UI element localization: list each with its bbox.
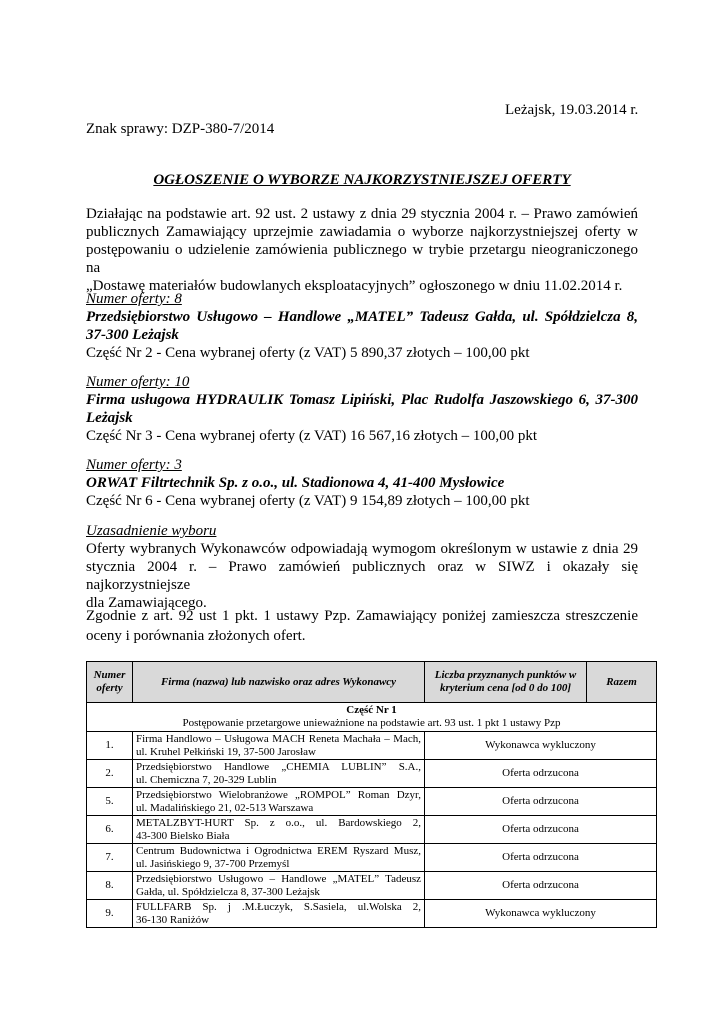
place-date: Leżajsk, 19.03.2014 r. bbox=[505, 102, 639, 118]
row-firm-line: Przedsiębiorstwo Wielobranżowe „ROMPOL” Roman Dzyr, bbox=[136, 788, 421, 801]
justification-line: Oferty wybranych Wykonawców odpowiadają wymogom określonym w ustawie z dnia 29 bbox=[86, 541, 638, 557]
header-points: Liczba przyznanych punktów w kryterium cena [od 0 do 100] bbox=[425, 662, 587, 703]
row-firm-line: 43-300 Bielsko Biała bbox=[136, 829, 230, 842]
table-row bbox=[87, 732, 657, 760]
row-number: 6. bbox=[87, 816, 133, 844]
table-row bbox=[87, 788, 657, 816]
table-row bbox=[87, 900, 657, 928]
offer-company-address: 37-300 Leżajsk bbox=[86, 327, 179, 343]
table-row bbox=[87, 844, 657, 872]
offer-company: Firma usługowa HYDRAULIK Tomasz Lipiński, Plac Rudolfa Jaszowskiego 6, 37-300 bbox=[86, 392, 638, 408]
offer-number: Numer oferty: 3 bbox=[86, 457, 182, 473]
summary-paragraph bbox=[86, 606, 638, 646]
header-total: Razem bbox=[587, 662, 657, 703]
summary-line: Zgodnie z art. 92 ust 1 pkt. 1 ustawy Pzp. Zamawiający poniżej zamieszcza streszczenie bbox=[86, 608, 638, 624]
section-title: Część Nr 1 bbox=[346, 704, 397, 716]
row-firm bbox=[133, 844, 425, 872]
row-number: 7. bbox=[87, 844, 133, 872]
intro-line: Działając na podstawie art. 92 ust. 2 ustawy z dnia 29 stycznia 2004 r. – Prawo zamówień bbox=[86, 206, 638, 222]
offer-block bbox=[86, 373, 638, 445]
row-firm bbox=[133, 900, 425, 928]
row-firm-line: Przedsiębiorstwo Usługowo – Handlowe „MATEL” Tadeusz bbox=[136, 872, 421, 885]
offer-number: Numer oferty: 8 bbox=[86, 291, 182, 307]
table-row bbox=[87, 760, 657, 788]
row-firm bbox=[133, 788, 425, 816]
offer-block bbox=[86, 456, 638, 510]
justification-heading: Uzasadnienie wyboru bbox=[86, 523, 217, 539]
row-firm-line: FULLFARB Sp. j .M.Łuczyk, S.Sasiela, ul.Wolska 2, bbox=[136, 900, 421, 913]
table-row bbox=[87, 816, 657, 844]
intro-line: „Dostawę materiałów budowlanych eksploatacyjnych” ogłoszonego w dniu 11.02.2014 r. bbox=[86, 278, 623, 294]
header-firm: Firma (nazwa) lub nazwisko oraz adres Wykonawcy bbox=[133, 662, 425, 703]
justification-block bbox=[86, 522, 638, 612]
row-firm bbox=[133, 760, 425, 788]
results-table bbox=[86, 661, 657, 928]
section-row bbox=[87, 703, 657, 732]
row-status: Oferta odrzucona bbox=[425, 872, 657, 900]
row-firm-line: Gałda, ul. Spółdzielcza 8, 37-300 Leżajsk bbox=[136, 885, 320, 898]
section-note: Postępowanie przetargowe unieważnione na podstawie art. 93 ust. 1 pkt 1 ustawy Pzp bbox=[182, 717, 561, 729]
offer-company: ORWAT Filtrtechnik Sp. z o.o., ul. Stadionowa 4, 41-400 Mysłowice bbox=[86, 475, 505, 491]
row-status: Oferta odrzucona bbox=[425, 760, 657, 788]
summary-line: oceny i porównania złożonych ofert. bbox=[86, 628, 306, 644]
offer-company: Przedsiębiorstwo Usługowo – Handlowe „MATEL” Tadeusz Gałda, ul. Spółdzielcza 8, bbox=[86, 309, 638, 325]
offer-part-info: Część Nr 2 - Cena wybranej oferty (z VAT) 5 890,37 złotych – 100,00 pkt bbox=[86, 345, 530, 361]
intro-line: publicznych Zamawiający uprzejmie zawiadamia o wyborze najkorzystniejszej oferty w bbox=[86, 224, 638, 240]
row-firm-line: ul. Kruhel Pełkiński 19, 37-500 Jarosław bbox=[136, 745, 316, 758]
offer-number: Numer oferty: 10 bbox=[86, 374, 190, 390]
justification-line: dla Zamawiającego. bbox=[86, 595, 207, 611]
intro-line: postępowaniu o udzielenie zamówienia publicznego w trybie przetargu nieograniczonego na bbox=[86, 242, 638, 276]
row-firm-line: ul. Madalińskiego 21, 02-513 Warszawa bbox=[136, 801, 314, 814]
row-firm bbox=[133, 732, 425, 760]
row-firm-line: ul. Jasińskiego 9, 37-700 Przemyśl bbox=[136, 857, 290, 870]
row-status: Oferta odrzucona bbox=[425, 844, 657, 872]
row-number: 1. bbox=[87, 732, 133, 760]
row-firm-line: Centrum Budownictwa i Ogrodnictwa EREM Ryszard Musz, bbox=[136, 844, 421, 857]
document-title: OGŁOSZENIE O WYBORZE NAJKORZYSTNIEJSZEJ OFERTY bbox=[153, 172, 571, 188]
case-number: Znak sprawy: DZP-380-7/2014 bbox=[86, 121, 275, 137]
offer-part-info: Część Nr 6 - Cena wybranej oferty (z VAT) 9 154,89 złotych – 100,00 pkt bbox=[86, 493, 530, 509]
row-status: Oferta odrzucona bbox=[425, 788, 657, 816]
row-number: 5. bbox=[87, 788, 133, 816]
row-number: 8. bbox=[87, 872, 133, 900]
row-firm-line: Przedsiębiorstwo Handlowe „CHEMIA LUBLIN” S.A., bbox=[136, 760, 421, 773]
intro-paragraph bbox=[86, 205, 638, 295]
row-status: Oferta odrzucona bbox=[425, 816, 657, 844]
justification-line: stycznia 2004 r. – Prawo zamówień publicznych oraz w SIWZ i okazały się najkorzystniejsze bbox=[86, 559, 638, 593]
row-number: 9. bbox=[87, 900, 133, 928]
row-firm-line: 36-130 Raniżów bbox=[136, 913, 210, 926]
offer-block bbox=[86, 290, 638, 362]
table-header-row bbox=[87, 662, 657, 703]
row-number: 2. bbox=[87, 760, 133, 788]
offer-part-info: Część Nr 3 - Cena wybranej oferty (z VAT) 16 567,16 złotych – 100,00 pkt bbox=[86, 428, 538, 444]
row-firm-line: METALZBYT-HURT Sp. z o.o., ul. Bardowskiego 2, bbox=[136, 816, 421, 829]
row-firm bbox=[133, 816, 425, 844]
offer-company-address: Leżajsk bbox=[86, 410, 133, 426]
header-number: Numer oferty bbox=[87, 662, 133, 703]
row-firm-line: Firma Handlowo – Usługowa MACH Reneta Machała – Mach, bbox=[136, 732, 421, 745]
table-row bbox=[87, 872, 657, 900]
row-firm-line: ul. Chemiczna 7, 20-329 Lublin bbox=[136, 773, 277, 786]
row-firm bbox=[133, 872, 425, 900]
row-status: Wykonawca wykluczony bbox=[425, 900, 657, 928]
row-status: Wykonawca wykluczony bbox=[425, 732, 657, 760]
